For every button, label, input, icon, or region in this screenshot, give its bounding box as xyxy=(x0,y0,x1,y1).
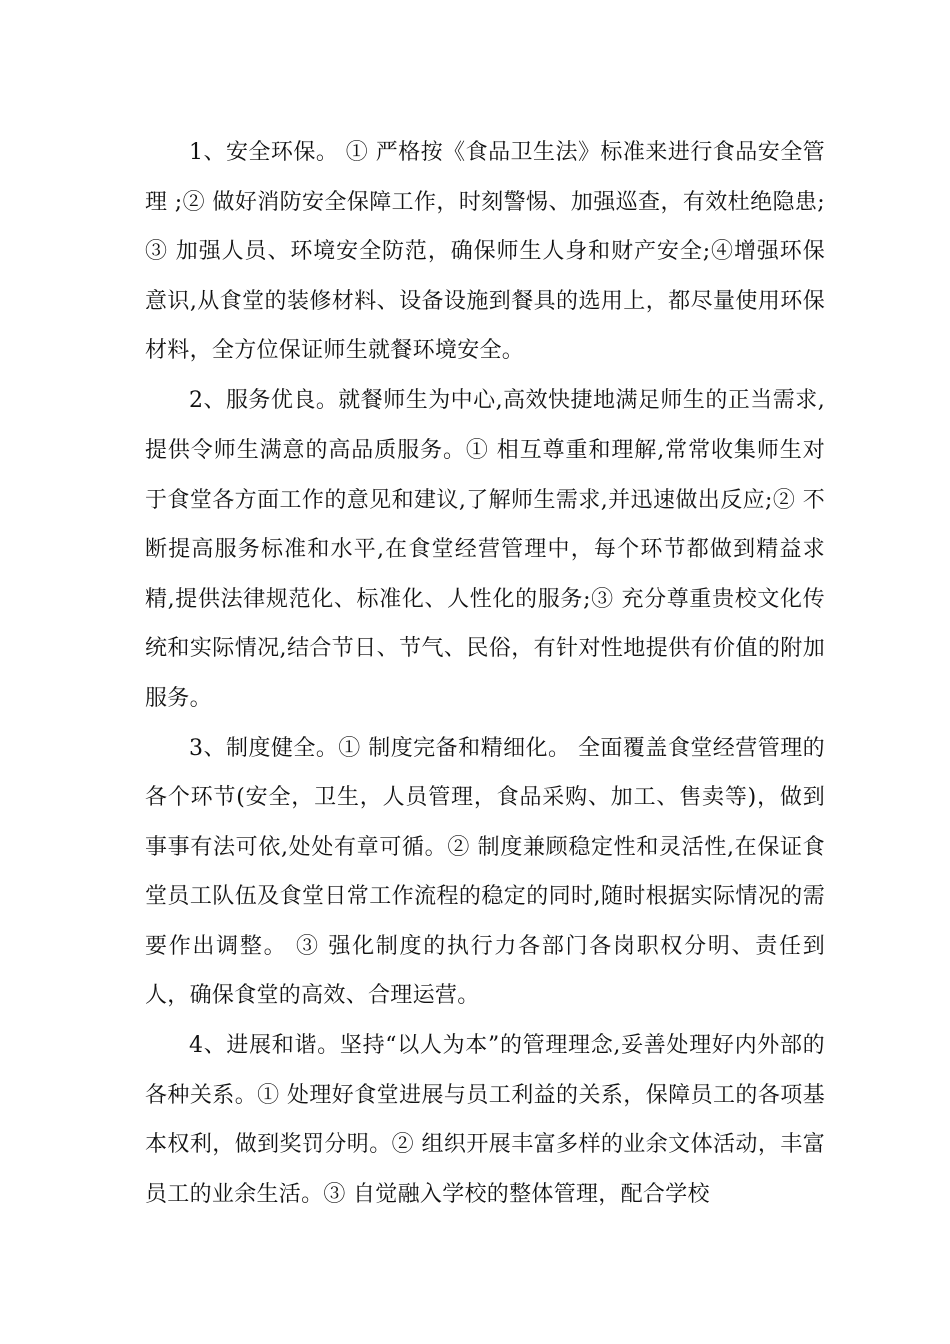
paragraph-service: 2、服务优良。就餐师生为中心,高效快捷地满足师生的正当需求,提供令师生满意的高品质服务。① 相互尊重和理解,常常收集师生对于食堂各方面工作的意见和建议,了解师生需求,并迅速做出反应;② 不断提高服务标准和水平,在食堂经营管理中，每个环节都做到精益求精,提供法律规范化、标准化、人性化的服务;③ 充分尊重贵校文化传统和实际情况,结合节日、节气、民俗，有针对性地提供有价值的附加服务。 xyxy=(145,388,825,711)
paragraph-system: 3、制度健全。① 制度完备和精细化。 全面覆盖食堂经营管理的各个环节(安全，卫生，人员管理，食品采购、加工、售卖等)，做到事事有法可依,处处有章可循。② 制度兼顾稳定性和灵活性,在保证食堂员工队伍及食堂日常工作流程的稳定的同时,随时根据实际情况的需要作出调整。 ③ 强化制度的执行力各部门各岗职权分明、责任到人，确保食堂的高效、合理运营。 xyxy=(145,735,825,1009)
paragraph-safety: 1、安全环保。 ① 严格按《食品卫生法》标准来进行食品安全管理 ;② 做好消防安全保障工作，时刻警惕、加强巡查，有效杜绝隐患; ③ 加强人员、环境安全防范，确保师生人身和财产安全;④增强环保意识,从食堂的装修材料、设备设施到餐具的选用上，都尽量使用环保材料，全方位保证师生就餐环境安全。 xyxy=(145,140,825,364)
paragraph-harmony: 4、进展和谐。坚持“以人为本”的管理理念,妥善处理好内外部的各种关系。① 处理好食堂进展与员工利益的关系，保障员工的各项基本权利，做到奖罚分明。② 组织开展丰富多样的业余文体活动，丰富员工的业余生活。③ 自觉融入学校的整体管理，配合学校 xyxy=(145,1033,825,1207)
document-body xyxy=(145,128,825,1219)
